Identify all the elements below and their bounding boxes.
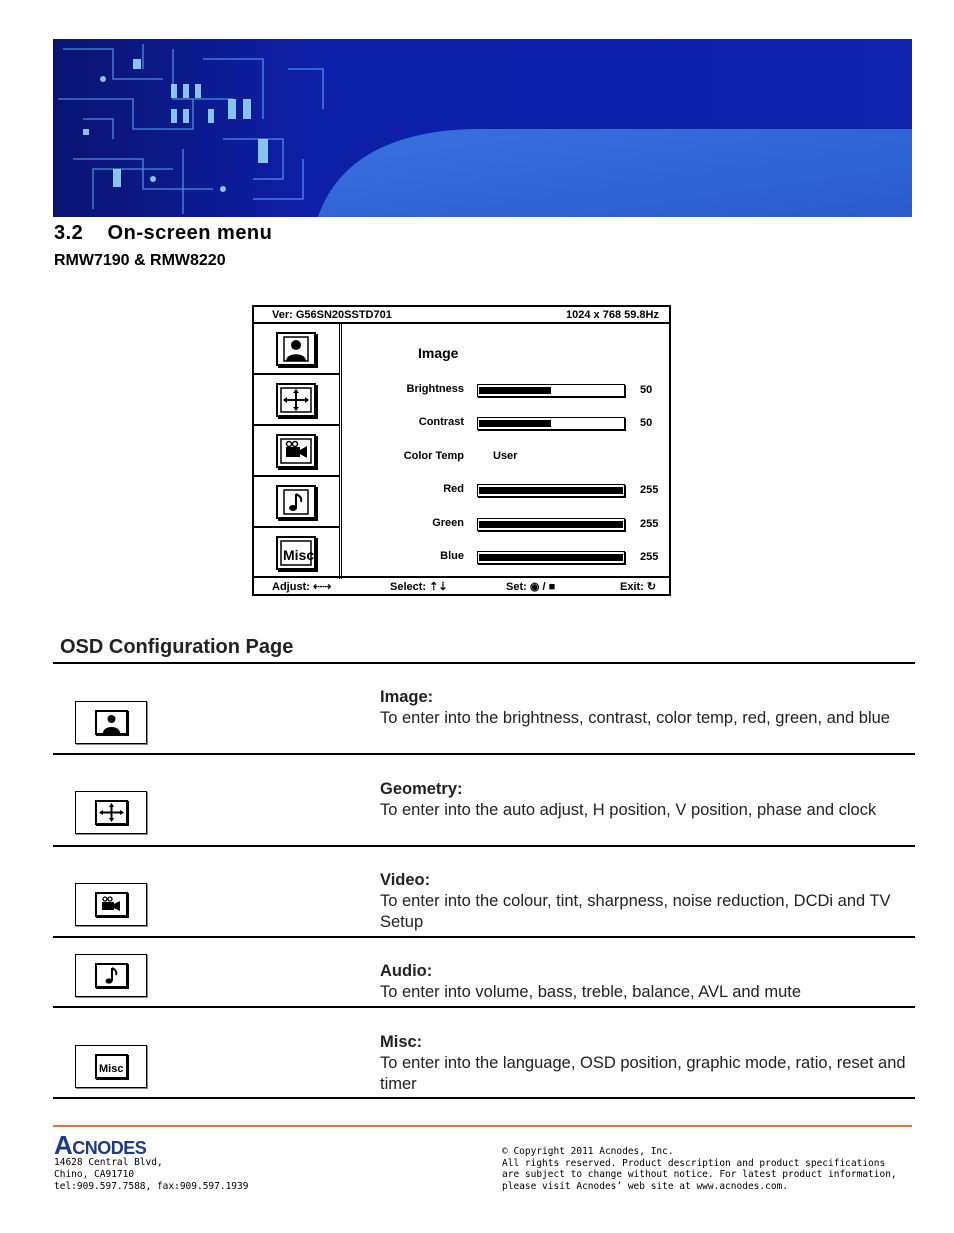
osd-setting-row[interactable] <box>344 449 669 465</box>
osd-setting-row[interactable] <box>344 482 669 498</box>
config-row-text: To enter into the auto adjust, H position, V position, phase and clock <box>380 801 877 819</box>
osd-select-hint: Select: ⇡⇣ <box>390 581 448 593</box>
copyright-line: All rights reserved. Product description and product specifications <box>502 1157 886 1169</box>
osd-tab-video[interactable] <box>254 426 340 477</box>
config-row-description <box>380 687 910 729</box>
config-row-text: To enter into volume, bass, treble, balance, AVL and mute <box>380 983 801 1001</box>
music-note-icon <box>95 963 128 988</box>
osd-level-fill <box>479 420 551 427</box>
osd-setting-label: Color Temp <box>403 450 464 462</box>
address-line: 14628 Central Blvd, <box>54 1157 163 1168</box>
osd-top-bar <box>254 307 669 324</box>
osd-setting-label: Brightness <box>406 383 464 395</box>
osd-level-bar[interactable] <box>477 384 625 397</box>
osd-setting-label: Blue <box>440 550 464 562</box>
address-line: Chino, CA91710 <box>54 1169 135 1180</box>
config-row-heading: Image: <box>380 688 434 706</box>
osd-tab-misc[interactable] <box>254 528 340 579</box>
osd-tab-geometry[interactable] <box>254 375 340 426</box>
misc-icon-text: Misc <box>99 1063 124 1075</box>
osd-level-fill <box>479 521 623 528</box>
osd-setting-label: Green <box>432 517 464 529</box>
table-rule <box>53 845 915 847</box>
table-rule <box>53 1006 915 1008</box>
osd-tab-audio[interactable] <box>254 477 340 528</box>
table-rule <box>53 1097 915 1099</box>
config-row-text: To enter into the language, OSD position, graphic mode, ratio, reset and timer <box>380 1054 906 1093</box>
osd-set-hint: Set: ◉ / ■ <box>506 581 556 593</box>
osd-tab-image[interactable] <box>254 324 340 375</box>
footer-address <box>54 1157 248 1193</box>
misc-menu-icon-box <box>75 1045 147 1088</box>
move-arrows-icon <box>95 800 128 825</box>
section-heading: On-screen menu <box>107 222 273 244</box>
osd-exit-hint: Exit: ↻ <box>620 581 657 593</box>
osd-setting-label: Red <box>443 483 464 495</box>
misc-icon-text: Misc <box>283 547 314 563</box>
osd-menu-screenshot <box>252 305 671 596</box>
osd-bottom-bar <box>254 576 669 594</box>
osd-level-fill <box>479 554 623 561</box>
misc-icon <box>276 536 316 570</box>
config-row-text: To enter into the colour, tint, sharpness, noise reduction, DCDi and TV Setup <box>380 892 891 931</box>
osd-level-bar[interactable] <box>477 551 625 564</box>
osd-setting-row[interactable] <box>344 382 669 398</box>
footer-copyright <box>502 1146 897 1192</box>
config-row-description <box>380 779 910 821</box>
person-icon <box>95 710 128 735</box>
osd-tab-column <box>254 324 342 579</box>
osd-heading: Image <box>418 345 459 361</box>
osd-level-fill <box>479 487 623 494</box>
table-rule <box>53 753 915 755</box>
osd-version: Ver: G56SN20SSTD701 <box>272 309 392 321</box>
config-row-heading: Video: <box>380 871 431 889</box>
circuit-board-image <box>53 39 912 217</box>
table-rule <box>53 936 915 938</box>
osd-main-panel <box>344 324 669 579</box>
music-note-icon <box>276 485 316 519</box>
osd-setting-label: Contrast <box>418 416 464 428</box>
osd-setting-value: 50 <box>640 417 653 429</box>
config-row-heading: Misc: <box>380 1033 423 1051</box>
config-row-heading: Audio: <box>380 962 433 980</box>
footer-rule <box>53 1125 912 1127</box>
osd-level-bar[interactable] <box>477 417 625 430</box>
move-arrows-icon <box>276 383 316 417</box>
config-row-description <box>380 1032 910 1095</box>
config-row-description <box>380 870 910 933</box>
osd-level-bar[interactable] <box>477 518 625 531</box>
copyright-line: © Copyright 2011 Acnodes, Inc. <box>502 1146 674 1157</box>
copyright-line: are subject to change without notice. For latest product information, <box>502 1169 897 1180</box>
config-row-heading: Geometry: <box>380 780 463 798</box>
config-row-text: To enter into the brightness, contrast, color temp, red, green, and blue <box>380 709 890 727</box>
section-title <box>54 222 272 245</box>
osd-adjust-hint: Adjust: ⇠⇢ <box>272 581 332 593</box>
config-title: OSD Configuration Page <box>60 636 294 658</box>
music-note-menu-icon-box <box>75 954 147 997</box>
move-arrows-menu-icon-box <box>75 791 147 834</box>
osd-setting-row[interactable] <box>344 549 669 565</box>
misc-icon <box>95 1054 128 1079</box>
section-number: 3.2 <box>54 222 84 244</box>
osd-resolution: 1024 x 768 59.8Hz <box>566 309 659 321</box>
table-rule <box>53 662 915 664</box>
osd-setting-value: 255 <box>640 518 659 530</box>
header-banner <box>53 39 912 217</box>
address-line: tel:909.597.7588, fax:909.597.1939 <box>54 1181 249 1192</box>
osd-setting-value: 255 <box>640 484 659 496</box>
osd-setting-value: 255 <box>640 551 659 563</box>
config-row-description <box>380 961 910 1003</box>
video-camera-menu-icon-box <box>75 883 147 926</box>
video-camera-icon <box>95 892 128 917</box>
osd-setting-value: User <box>493 450 518 462</box>
person-icon <box>276 332 316 366</box>
logo-text: ACNODES <box>54 1132 147 1158</box>
osd-level-fill <box>479 387 551 394</box>
osd-setting-row[interactable] <box>344 415 669 431</box>
video-camera-icon <box>276 434 316 468</box>
osd-setting-value: 50 <box>640 384 653 396</box>
model-subtitle: RMW7190 & RMW8220 <box>54 252 226 269</box>
copyright-line: please visit Acnodes’ web site at www.acnodes.com. <box>502 1180 788 1192</box>
osd-setting-row[interactable] <box>344 516 669 532</box>
person-menu-icon-box <box>75 701 147 744</box>
osd-level-bar[interactable] <box>477 484 625 497</box>
